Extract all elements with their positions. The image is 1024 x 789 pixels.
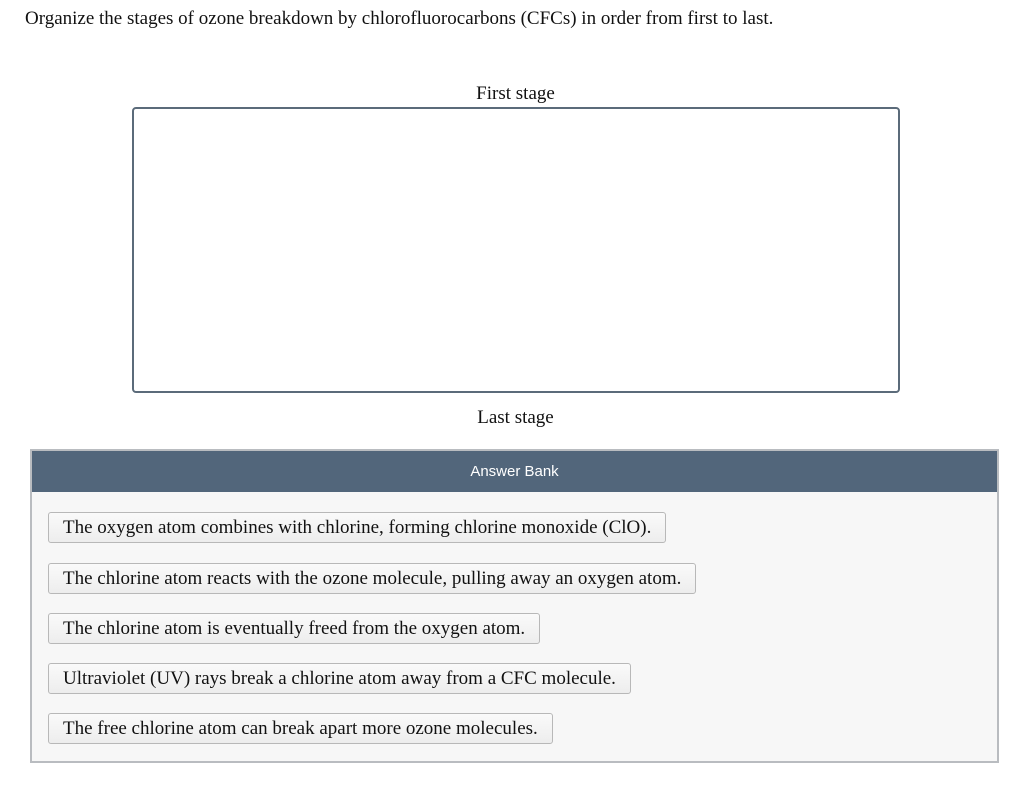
first-stage-label: First stage (476, 83, 555, 104)
answer-bank (30, 449, 999, 763)
answer-bank-header: Answer Bank (32, 451, 997, 492)
ordering-drop-zone[interactable] (132, 107, 900, 393)
answer-card-chlorine-reacts[interactable]: The chlorine atom reacts with the ozone molecule, pulling away an oxygen atom. (48, 563, 696, 594)
answer-card-chlorine-freed[interactable]: The chlorine atom is eventually freed from the oxygen atom. (48, 613, 540, 644)
last-stage-label: Last stage (477, 407, 554, 428)
answer-card-uv-rays[interactable]: Ultraviolet (UV) rays break a chlorine atom away from a CFC molecule. (48, 663, 631, 694)
answer-card-oxygen-combines[interactable]: The oxygen atom combines with chlorine, forming chlorine monoxide (ClO). (48, 512, 666, 543)
question-prompt: Organize the stages of ozone breakdown by chlorofluorocarbons (CFCs) in order from first to last. (25, 8, 774, 29)
answer-card-free-chlorine[interactable]: The free chlorine atom can break apart more ozone molecules. (48, 713, 553, 744)
